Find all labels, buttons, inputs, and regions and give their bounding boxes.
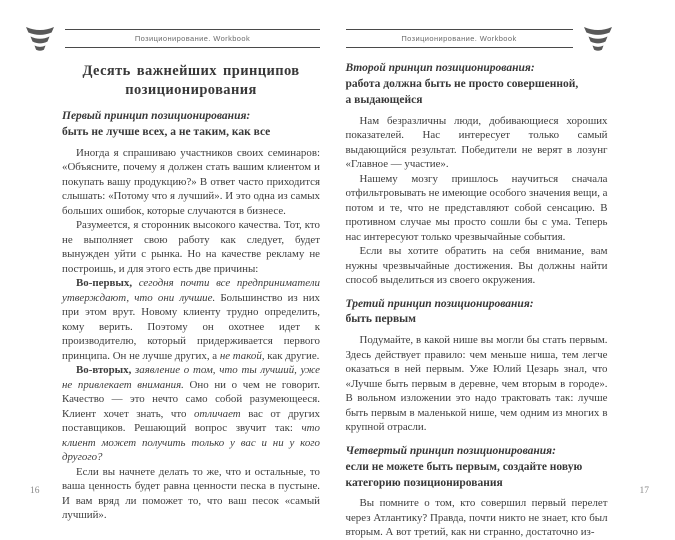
section-subheading [346,297,608,329]
subheading-line: быть не лучше всех, а не таким, как все [62,126,271,139]
subheading-line: Первый принцип позиционирования: [62,110,251,123]
paragraph [346,333,608,435]
section-subheading [62,109,320,141]
text-run: Иногда я спрашиваю участников своих семинаров: «Объясните, почему я должен стать вашим клиентом и покупать вашу продукцию?» В ответ часто приходится слышать: «Потому что я лучший». И это одна из самых больших ошибок, которые случаются в бизнесе. [62,146,320,217]
paragraph [62,363,320,465]
text-run: Во-первых, [76,277,139,290]
paragraph [62,146,320,219]
paragraph [346,496,608,540]
text-run: Если вы начнете делать то же, что и остальные, то ваша ценность будет равна ценности песка в пустыне. И вам вряд ли поможет то, что ваш песок «самый лучший». [62,465,320,522]
text-run: что клиент может получить только у вас и ни у кого другого? [62,422,320,464]
subheading-line: Второй принцип позиционирования: [345,62,535,74]
section-subheading [346,61,608,109]
left-page-text [62,109,320,523]
running-header-title: Позиционирование. Workbook [65,29,320,48]
text-run: , как другие. [261,349,320,362]
subheading-line: работа должна быть не просто совершенной, [345,77,579,90]
text-run: Нашему мозгу пришлось научиться сначала отфильтровывать не имеющие особого значения вещи, а потом и те, что не представляют собой сенсацию. В противном случае мы просто сошли бы с ума. Теперь нас интересуют только чрезвычайные события. [345,172,608,243]
text-run: заявление о том, что ты лучший, уже не привлекает внимания. [62,364,320,391]
text-run: Нам безразличны люди, добивающиеся хороших показателей. Нас интересует только самый выдающийся результат. Победители не верят в лозунг «Главное — участие». [345,114,608,171]
page-right [338,0,675,540]
paragraph [346,172,608,245]
paragraph [62,276,320,363]
text-run: не такой [219,349,262,362]
section-subheading [346,444,608,492]
text-run: Вы помните о том, кто совершил первый перелет через Атлантику? Правда, почти никто не знает, кто был вторым. А вот третий, как ни странно, достаточно из- [345,497,608,539]
running-header-title: Позиционирование. Workbook [346,29,573,48]
subheading-line: если не можете быть первым, создайте новую [345,460,583,473]
text-run: вас от других поставщиков. Решающий вопрос звучит так: [62,407,320,435]
paragraph [346,114,608,172]
subheading-line: категорию позиционирования [345,476,503,489]
right-page-text [346,61,608,540]
running-header [346,29,608,52]
page-number-left: 16 [30,486,40,496]
subheading-line: а выдающейся [345,93,423,106]
subheading-line: Третий принцип позиционирования: [345,297,534,310]
text-run: Оно ни о чем не говорит. Качество — это нечто само собой разумеющееся. Клиент хочет знать, что [62,378,320,420]
text-run: Подумайте, в какой нише вы могли бы стать первым. Здесь действует правило: чем меньше ниша, тем легче оказаться в ней первым. Уже Юлий Цезарь знал, что «Лучше быть первым в деревне, чем вторым в городе». В вольном изложении это надо трактовать так: лучше быть первым в маленькой нише, чем одним из многих в крупной отрасли. [345,334,608,434]
page-number-right: 17 [639,486,649,496]
publisher-logo-icon [582,26,614,52]
publisher-logo-icon [24,26,56,52]
subheading-line: Четвертый принцип позиционирования: [345,444,556,457]
chapter-title: Десять важнейших принципов позиционирования [82,63,300,99]
text-run: сегодня почти все предприниматели утверждают, что они лучшие. [62,277,320,304]
text-run: Во-вторых, [76,364,136,377]
text-run: Если вы хотите обратить на себя внимание, вам нужны чрезвычайные достижения. Вы должны найти способ выделиться из своего окружения. [345,245,608,287]
text-run: отличает [193,407,241,420]
subheading-line: быть первым [345,313,416,326]
paragraph [62,465,320,523]
paragraph [62,218,320,276]
running-header [62,29,320,52]
paragraph [346,244,608,288]
text-run: Большинство из них при этом врут. Новому клиенту трудно определить, кому верить. Поэтому он охотнее идет к производителю, который придерживается первого принципа. Он не лучше других, а [62,291,320,362]
text-run: Разумеется, я сторонник высокого качества. Тот, кто не выполняет свою работу как следует, будет вынужден уйти с рынка. Но на качестве рекламу не построишь, и для этого есть две причины: [62,219,320,275]
